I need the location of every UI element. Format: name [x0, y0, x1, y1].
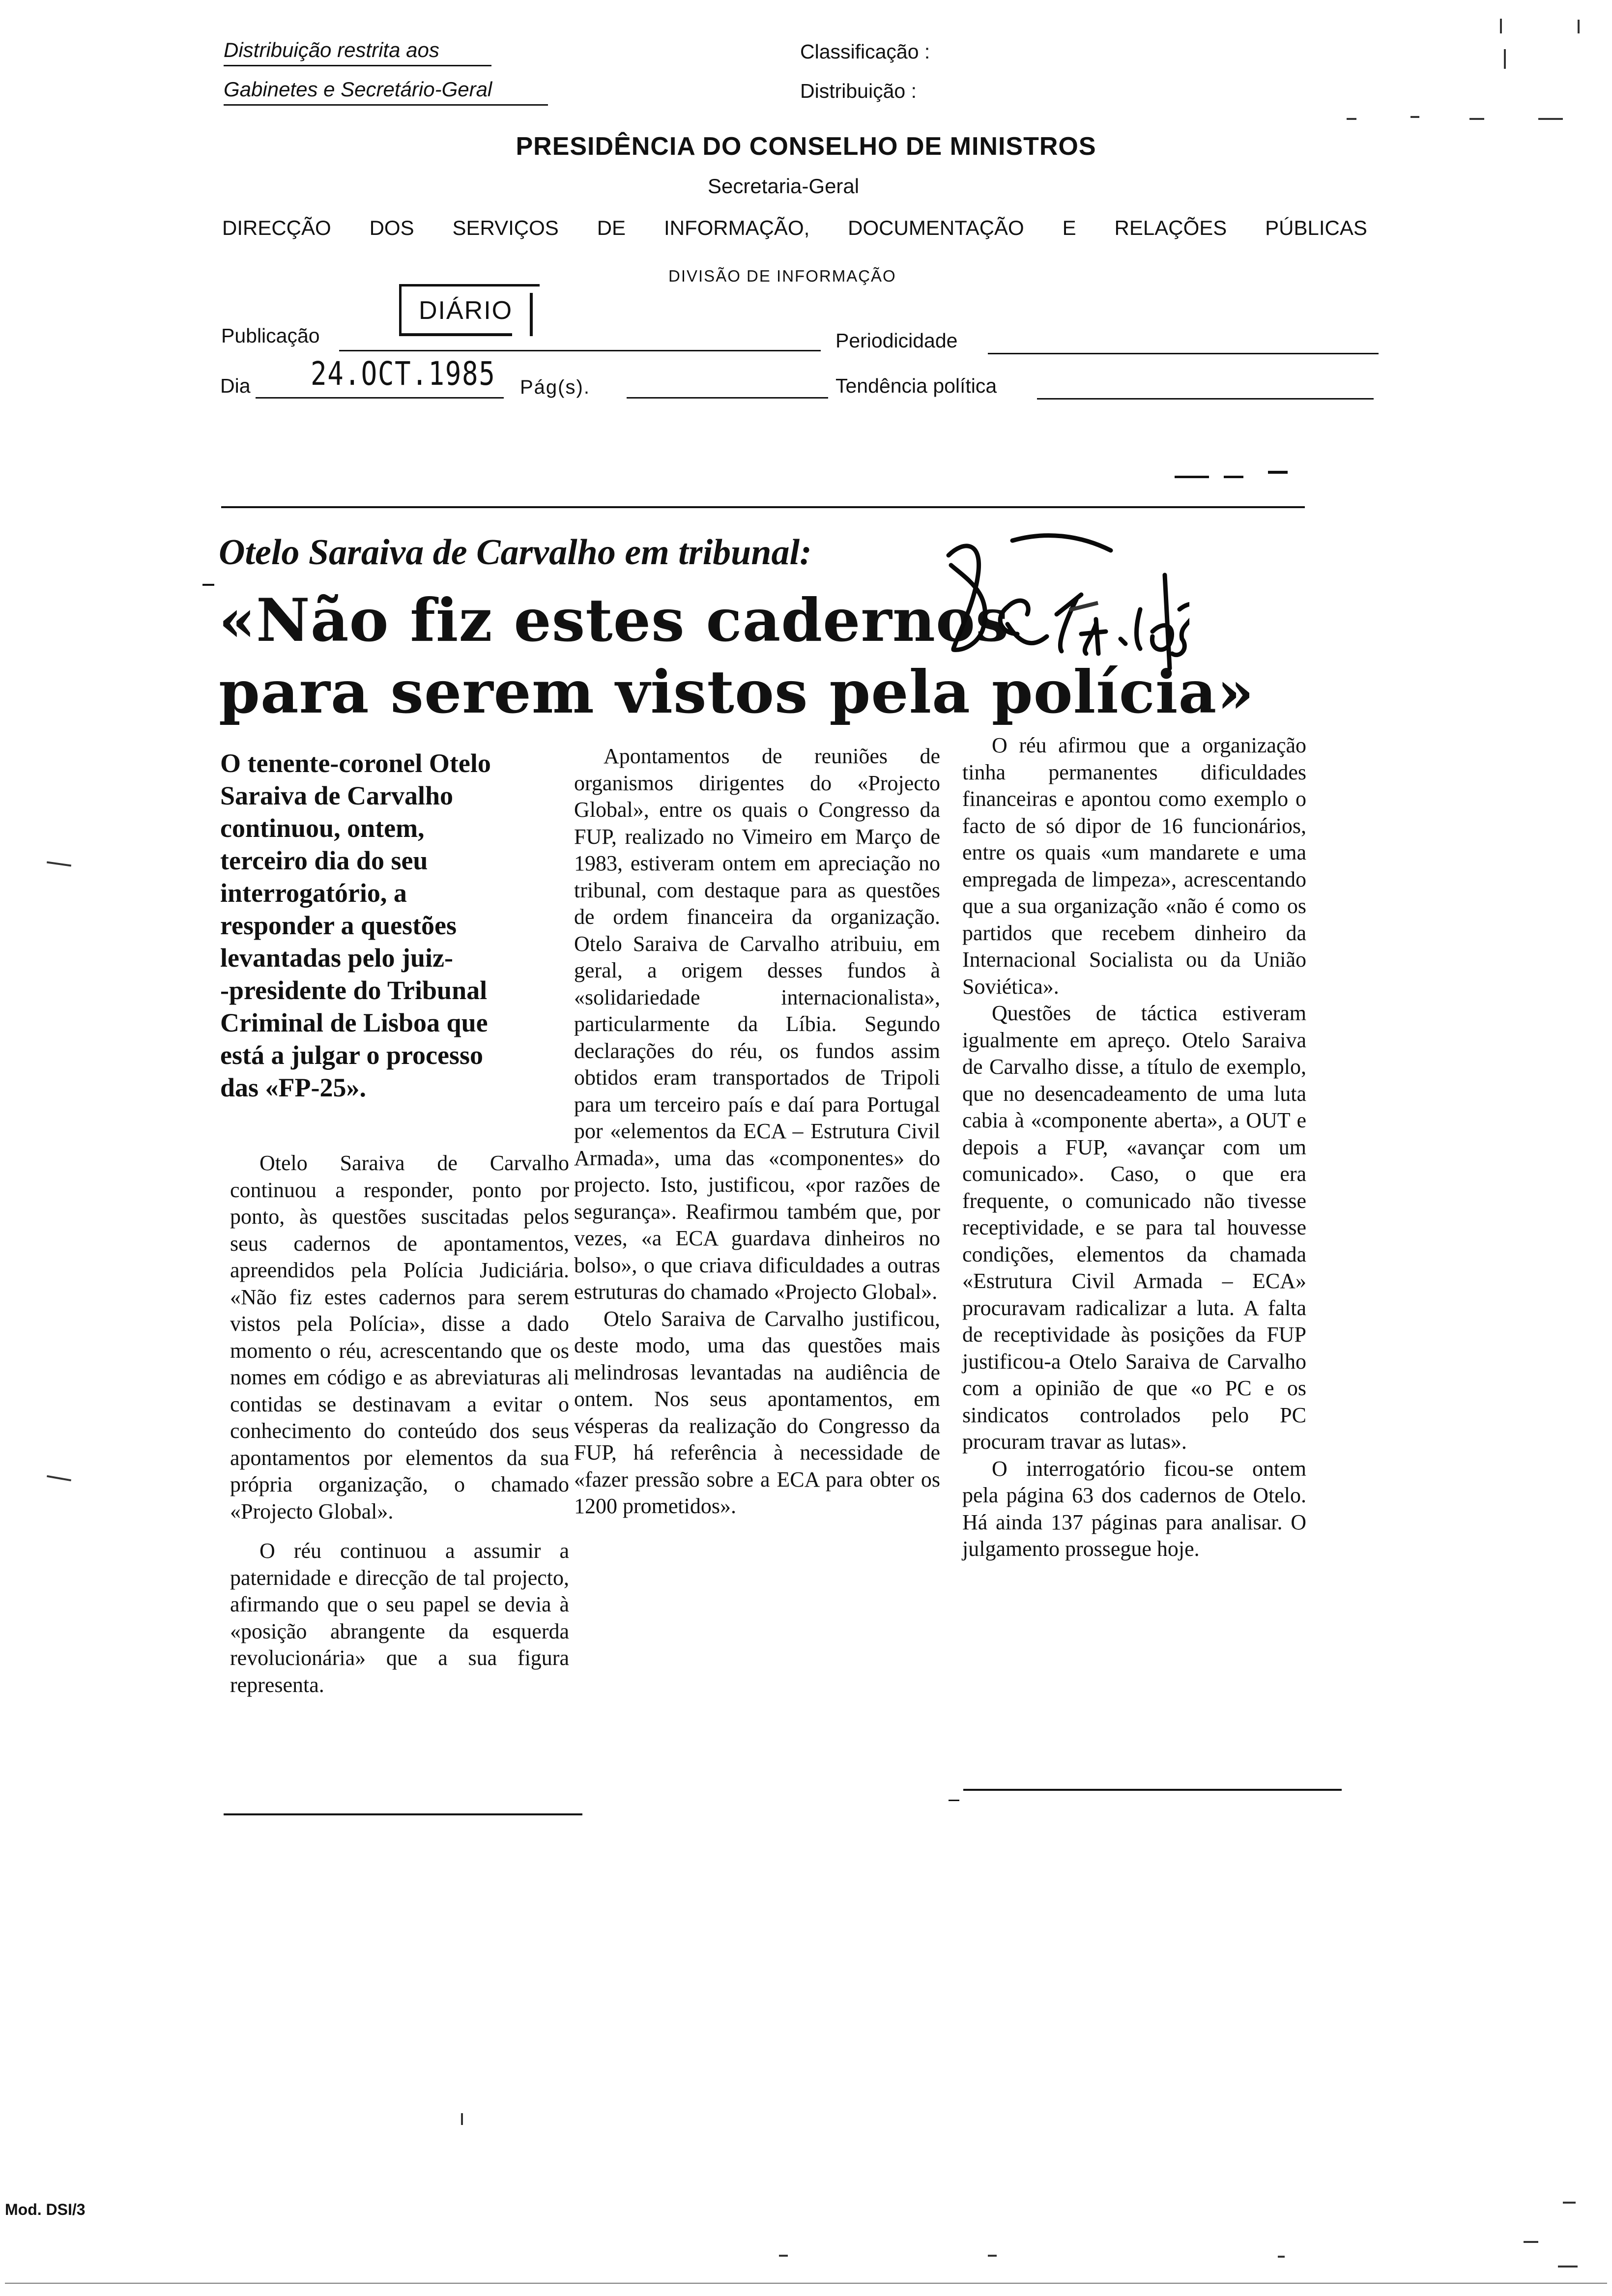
office-title: PRESIDÊNCIA DO CONSELHO DE MINISTROS: [516, 132, 1096, 161]
scan-mark: [1578, 20, 1580, 33]
scan-mark: [461, 2113, 463, 2125]
dash: [1268, 471, 1288, 474]
underline: [224, 65, 491, 66]
article-column-1: [230, 1150, 569, 1698]
stamp-text: DIÁRIO: [419, 296, 513, 325]
lede-line: está a julgar o processo: [220, 1040, 483, 1070]
scan-mark: [1558, 2266, 1578, 2267]
direccao-word: E: [1062, 216, 1076, 239]
direccao-word: INFORMAÇÃO,: [663, 216, 810, 239]
lede-line: terceiro dia do seu: [220, 846, 428, 875]
direccao-word: SERVIÇOS: [452, 216, 559, 239]
tendencia-field: [1037, 398, 1374, 400]
dash: [1224, 476, 1243, 478]
kicker-dash: [202, 584, 214, 586]
lede-line: responder a questões: [220, 911, 457, 940]
paragraph: O réu continuou a assumir a paternidade e direcção de tal projecto, afirmando que o seu papel se devia à «posição abrangente da esquerda revolucionária» que a sua figura representa.: [230, 1539, 569, 1697]
publication-stamp: [399, 284, 540, 338]
lede-line: das «FP-25».: [220, 1073, 366, 1102]
classificacao-label: Classificação :: [800, 40, 930, 63]
scan-mark: [5, 2283, 1607, 2284]
lede-line: levantadas pelo juiz-: [220, 943, 454, 973]
restricted-distribution-line1: Distribuição restrita aos: [224, 38, 439, 61]
direccao-word: DOCUMENTAÇÃO: [848, 216, 1024, 239]
direccao-word: DE: [597, 216, 626, 239]
bottom-rule-dash: [949, 1800, 959, 1801]
direccao-line: [222, 216, 1367, 240]
paragraph: Questões de táctica estiveram igualmente em apreço. Otelo Saraiva de Carvalho disse, a título de exemplo, que no desencadeamento de uma luta cabia à «componente aberta», a OUT e depois a FUP, «avançar com um comunicado». Caso, o que era frequente, o comunicado não tivesse receptividade, e se para tal houvesse condições, elementos da chamada «Estrutura Civil Armada – ECA» procuravam radicalizar a luta. A falta de receptividade às posições da FUP justificou-a Otelo Saraiva de Carvalho com a opinião de que «o PC e os sindicatos controlados pelo PC procuram travar as lutas».: [962, 1001, 1306, 1454]
paragraph: Otelo Saraiva de Carvalho justificou, deste modo, uma das questões mais melindrosas levantadas na audiência de ontem. Nos seus apontamentos, em vésperas da realização do Congresso da FUP, há referência à necessidade de «fazer pressão sobre a ECA para obter os 1200 prometidos».: [574, 1306, 940, 1518]
scan-mark: [1524, 2241, 1538, 2243]
lede-line: interrogatório, a: [220, 878, 407, 908]
publicacao-field: [339, 350, 821, 351]
direccao-word: RELAÇÕES: [1114, 216, 1227, 239]
scan-mark: [779, 2255, 788, 2257]
direccao-word: DIRECÇÃO: [222, 216, 331, 239]
scan-mark: [47, 861, 71, 867]
publicacao-label: Publicação: [221, 324, 320, 347]
handwritten-annotation: [934, 521, 1189, 708]
headline-line1: «Não fiz estes cadernos: [219, 586, 1009, 655]
scan-mark: [1469, 118, 1484, 120]
periodicidade-label: Periodicidade: [835, 329, 958, 352]
lede-line: continuou, ontem,: [220, 813, 425, 843]
scan-mark: [1563, 2202, 1576, 2204]
scan-mark: [47, 1475, 71, 1482]
pags-label: Pág(s).: [520, 376, 590, 398]
scan-mark: [1504, 49, 1506, 69]
lede-line: O tenente-coronel Otelo: [220, 748, 491, 778]
lede-line: -presidente do Tribunal: [220, 976, 488, 1005]
scan-mark: [1410, 116, 1419, 118]
top-rule: [221, 506, 1305, 508]
bottom-rule: [963, 1789, 1342, 1791]
scan-mark: [1538, 118, 1563, 120]
dia-label: Dia: [220, 374, 251, 397]
article-kicker: Otelo Saraiva de Carvalho em tribunal:: [219, 532, 812, 573]
paragraph: Otelo Saraiva de Carvalho continuou a responder, ponto por ponto, às questões suscitadas pelos seus cadernos de apontamentos, apreendidos pela Polícia Judiciária. «Não fiz estes cadernos para serem vistos pela Polícia», disse a dado momento o réu, acrescentando que os nomes em código e as abreviaturas ali contidas se destinavam a evitar o conhecimento do conteúdo dos seus apontamentos por elementos da sua própria organização, o chamado «Projecto Global».: [230, 1151, 569, 1523]
article-column-2: [574, 743, 940, 1520]
paragraph: Apontamentos de reuniões de organismos dirigentes do «Projecto Global», entre os quais o Congresso da FUP, realizado no Vimeiro em Março de 1983, estiveram ontem em apreciação no tribunal, com destaque para as questões de ordem financeira da organização. Otelo Saraiva de Carvalho atribuiu, em geral, a origem desses fundos à «solidariedade internacionalista», particularmente da Líbia. Segundo declarações do réu, os fundos assim obtidos eram transportados de Tripoli para um terceiro país e daí para Portugal por «elementos da ECA – Estrutura Civil Armada», uma das «componentes» do projecto. Isto, justificou, «por razões de segurança». Reafirmou também que, por vezes, «a ECA guardava dinheiros no bolso», o que criava dificuldades a outras estruturas do chamado «Projecto Global».: [574, 744, 940, 1304]
form-code: Mod. DSI/3: [5, 2201, 86, 2218]
date-stamp: 24.OCT.1985: [311, 355, 496, 393]
article-lede: [220, 747, 574, 1104]
lede-line: Saraiva de Carvalho: [220, 781, 454, 810]
secretaria-label: Secretaria-Geral: [708, 174, 860, 198]
scan-mark: [1347, 118, 1356, 120]
pags-field: [627, 397, 828, 399]
direccao-word: DOS: [369, 216, 414, 239]
paragraph: O interrogatório ficou-se ontem pela página 63 dos cadernos de Otelo. Há ainda 137 páginas para analisar. O julgamento prossegue hoje.: [962, 1456, 1306, 1561]
direccao-word: PÚBLICAS: [1265, 216, 1367, 239]
scan-mark: [988, 2255, 997, 2257]
distribuicao-label: Distribuição :: [800, 80, 917, 102]
headline-line2: para serem vistos pela polícia»: [219, 658, 1255, 727]
underline: [224, 104, 548, 106]
periodicidade-field: [988, 353, 1379, 354]
dia-field: [256, 397, 504, 399]
scan-mark: [1500, 19, 1502, 33]
tendencia-label: Tendência política: [835, 374, 997, 397]
article-column-3: [962, 732, 1306, 1563]
divisao-label: DIVISÃO DE INFORMAÇÃO: [668, 267, 896, 285]
paragraph: O réu afirmou que a organização tinha permanentes dificuldades financeiras e apontou como exemplo o facto de só dipor de 16 funcionários, entre os quais «um mandarete e uma empregada de limpeza», acrescentando que a sua organização «não é como os partidos que recebem dinheiro da Internacional Socialista ou da União Soviética».: [962, 733, 1306, 999]
restricted-distribution-line2: Gabinetes e Secretário-Geral: [224, 78, 492, 101]
lede-line: Criminal de Lisboa que: [220, 1008, 488, 1037]
scan-mark: [1278, 2256, 1285, 2258]
dash: [1175, 476, 1209, 478]
bottom-rule: [224, 1813, 582, 1815]
